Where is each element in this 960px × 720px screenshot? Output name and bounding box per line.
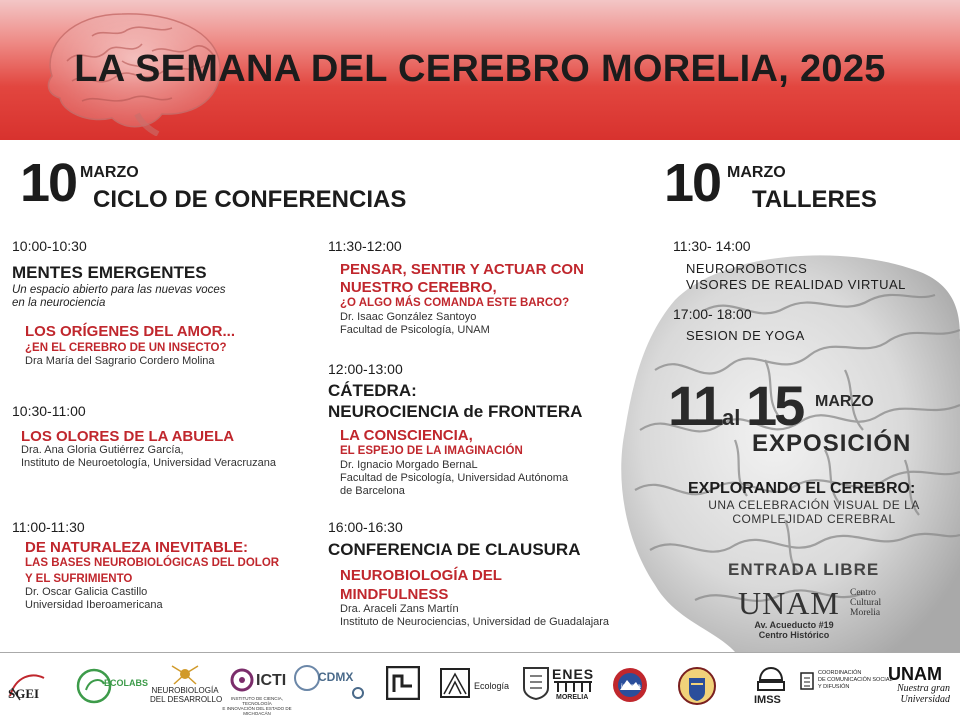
slot-time: 10:00-10:30 xyxy=(12,238,87,254)
unam-seal-icon xyxy=(522,666,550,700)
speaker-affiliation: Facultad de Psicología, UNAM xyxy=(340,324,490,336)
logo-line: E INNOVACIÓN DEL ESTADO DE MICHOACÁN xyxy=(222,706,292,716)
coordinacion-logo-text xyxy=(818,670,893,691)
icti-logo-subtext xyxy=(222,696,292,716)
talk-subtitle: Y EL SUFRIMIENTO xyxy=(25,573,133,585)
talk-title: LOS ORÍGENES DEL AMOR... xyxy=(25,323,236,340)
logo-line: DE COMUNICACIÓN SOCIAL xyxy=(818,677,893,683)
enes-logo-text: ENES xyxy=(552,666,595,682)
imss-logo-text: IMSS xyxy=(754,694,781,706)
entrada-libre: ENTRADA LIBRE xyxy=(728,560,880,579)
venue-name xyxy=(850,588,881,618)
talk-subtitle: ¿O ALGO MÁS COMANDA ESTE BARCO? xyxy=(340,297,570,309)
slot-time: 16:00-16:30 xyxy=(328,519,403,535)
talk-title: NUESTRO CEREBRO, xyxy=(340,279,497,296)
block-subtitle: Un espacio abierto para las nuevas voces xyxy=(12,284,226,296)
speaker-affiliation: Instituto de Neurociencias, Universidad de Guadalajara xyxy=(340,616,610,628)
ecologia-logo-icon xyxy=(440,668,470,698)
address-line: Av. Acueducto #19 xyxy=(754,620,834,630)
cdmx-logo-icon xyxy=(293,664,321,692)
sponsor-logos xyxy=(0,656,960,720)
speaker: Dra. Araceli Zans Martín xyxy=(340,603,459,615)
taller-name: VISORES DE REALIDAD VIRTUAL xyxy=(686,277,906,292)
speaker-affiliation: Universidad Iberoamericana xyxy=(25,599,163,611)
taller-time: 17:00- 18:00 xyxy=(673,306,752,322)
unam-slogan xyxy=(888,683,950,705)
logo-line: NEUROBIOLOGÍA xyxy=(151,686,219,695)
neurobiologia-logo-text xyxy=(150,686,223,704)
page-title: LA SEMANA DEL CEREBRO MORELIA, 2025 xyxy=(74,48,886,90)
speaker: Dr. Ignacio Morgado BernaL xyxy=(340,459,478,471)
block-subtitle: en la neurociencia xyxy=(12,297,106,309)
block-title: MENTES EMERGENTES xyxy=(12,263,207,282)
ecolabs-logo-text: ECOLABS xyxy=(104,678,149,688)
venue-line: Morelia xyxy=(850,608,881,618)
expo-al: al xyxy=(722,405,741,430)
speaker: Dr. Isaac González Santoyo xyxy=(340,311,477,323)
slogan-line: Universidad xyxy=(900,694,950,705)
imss-logo-icon xyxy=(754,666,788,692)
speaker-affiliation: Instituto de Neuroetología, Universidad Veracruzana xyxy=(21,457,276,469)
logo-line: DEL DESARROLLO xyxy=(150,695,223,704)
enes-columns-icon xyxy=(552,681,594,693)
talk-title: NEUROBIOLOGÍA DEL xyxy=(340,567,502,584)
enes-logo-subtext: MORELIA xyxy=(556,694,589,701)
speaker: Dra. Ana Gloria Gutiérrez García, xyxy=(21,444,184,456)
ecologia-logo-text: Ecología xyxy=(474,681,510,691)
speaker: Dra María del Sagrario Cordero Molina xyxy=(25,355,215,367)
venue-logo: UNAM xyxy=(738,585,840,621)
icti-logo-text: ICTI xyxy=(256,672,287,689)
inirena-logo-text: inirena xyxy=(621,684,641,690)
expo-start-day: 11 xyxy=(668,374,722,437)
talk-subtitle: LAS BASES NEUROBIOLÓGICAS DEL DOLOR xyxy=(25,557,280,569)
talleres-month: MARZO xyxy=(727,164,786,181)
logo-line: Y DIFUSIÓN xyxy=(818,684,850,690)
conferencias-heading: CICLO DE CONFERENCIAS xyxy=(93,186,407,213)
talk-title: MINDFULNESS xyxy=(340,586,449,603)
talk-subtitle: EL ESPEJO DE LA IMAGINACIÓN xyxy=(340,445,523,457)
slot-time: 10:30-11:00 xyxy=(12,403,86,419)
expo-title: EXPLORANDO EL CEREBRO: xyxy=(688,480,916,497)
talleres-heading: TALLERES xyxy=(752,186,877,213)
neuron-logo-icon xyxy=(168,662,202,686)
block-title: CONFERENCIA DE CLAUSURA xyxy=(328,540,581,559)
expo-subtitle: UNA CELEBRACIÓN VISUAL DE LA COMPLEJIDAD CEREBRAL xyxy=(708,498,920,526)
footer-divider xyxy=(0,652,960,653)
coordinacion-logo-icon xyxy=(800,672,814,690)
expo-label: EXPOSICIÓN xyxy=(752,430,912,457)
taller-time: 11:30- 14:00 xyxy=(673,238,751,254)
taller-name: SESION DE YOGA xyxy=(686,328,805,343)
logo-line: COORDINACIÓN xyxy=(818,670,862,676)
talk-title: LA CONSCIENCIA, xyxy=(340,427,473,444)
university-shield-icon xyxy=(677,664,717,708)
venue-line: Centro xyxy=(850,588,876,598)
talk-subtitle: ¿EN EL CEREBRO DE UN INSECTO? xyxy=(25,342,227,354)
talk-title: LOS OLORES DE LA ABUELA xyxy=(21,428,235,445)
address-line: Centro Histórico xyxy=(758,630,830,640)
conferencias-month: MARZO xyxy=(80,164,139,181)
sgei-logo-text: SGEI xyxy=(8,686,40,701)
talleres-day: 10 xyxy=(664,153,721,213)
expo-end-day: 15 xyxy=(746,374,803,437)
cdmx-logo-text: CDMX xyxy=(318,670,354,684)
slot-time: 11:30-12:00 xyxy=(328,238,402,254)
expo-month: MARZO xyxy=(815,393,874,410)
speaker-affiliation: Facultad de Psicología, Universidad Autónoma xyxy=(340,472,569,484)
block-title: NEUROCIENCIA de FRONTERA xyxy=(328,402,583,421)
unam-logo-text: UNAM xyxy=(888,664,942,684)
circle-logo-icon xyxy=(351,686,365,700)
venue-line: Cultural xyxy=(850,598,882,608)
logo-line: INSTITUTO DE CIENCIA, TECNOLOGÍA xyxy=(231,696,283,706)
icti-logo-icon xyxy=(228,666,256,694)
block-title: CÁTEDRA: xyxy=(328,381,417,400)
venue-address xyxy=(738,620,850,640)
taller-name: NEUROROBOTICS xyxy=(686,261,808,276)
talk-title: PENSAR, SENTIR Y ACTUAR CON xyxy=(340,261,584,278)
slot-time: 12:00-13:00 xyxy=(328,361,403,377)
slogan-line: Nuestra gran xyxy=(896,683,950,694)
speaker: Dr. Oscar Galicia Castillo xyxy=(25,586,148,598)
institution-square-logo-icon xyxy=(386,666,420,700)
speaker-affiliation: de Barcelona xyxy=(340,485,405,497)
talk-title: DE NATURALEZA INEVITABLE: xyxy=(25,539,249,556)
slot-time: 11:00-11:30 xyxy=(12,519,85,535)
conferencias-day: 10 xyxy=(20,153,77,213)
